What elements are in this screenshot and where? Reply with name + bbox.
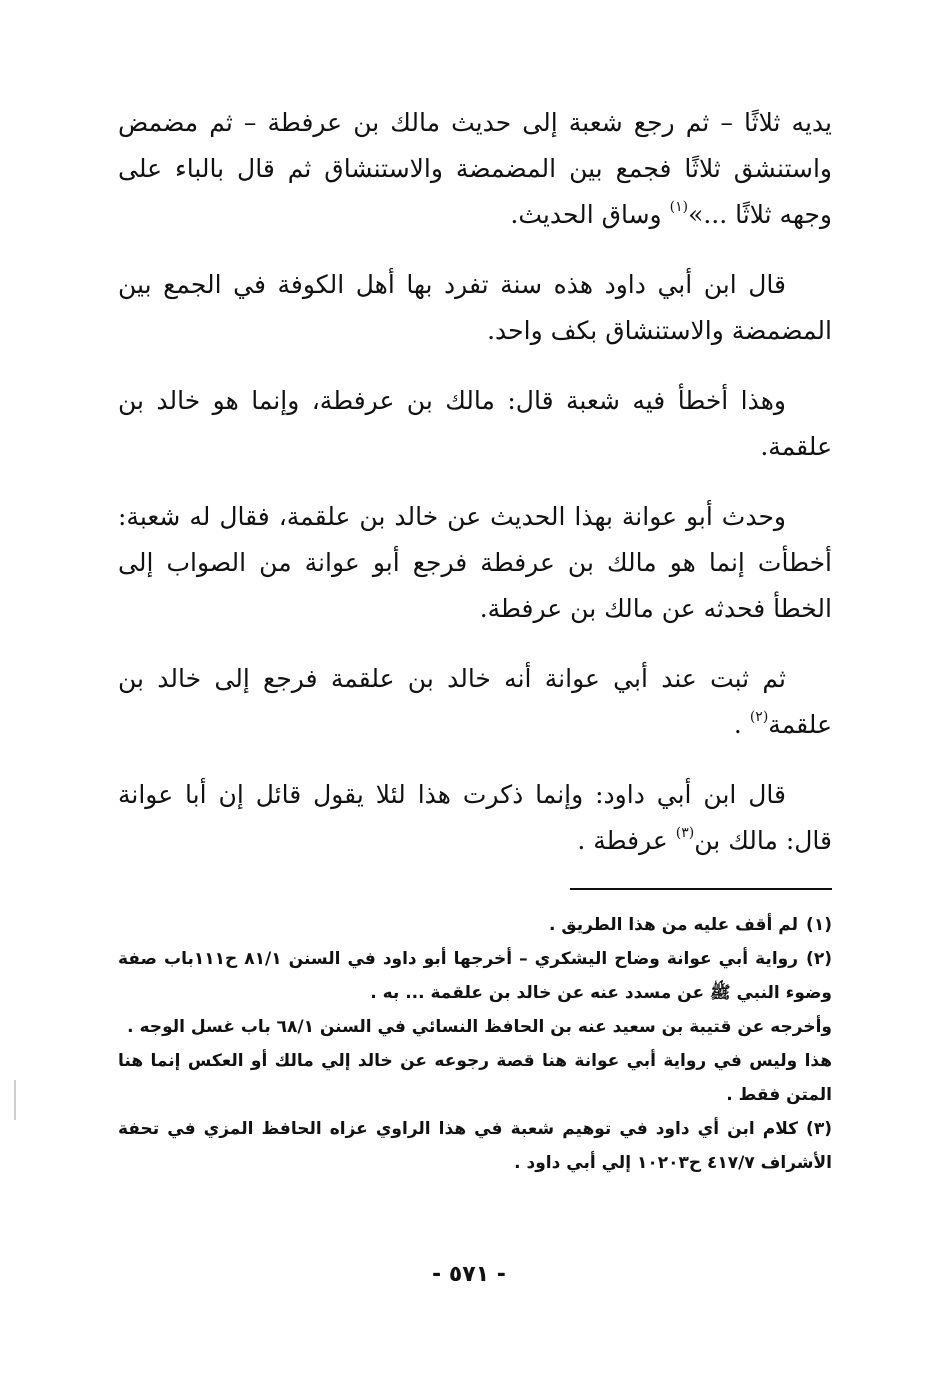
paragraph-1 bbox=[118, 100, 832, 238]
footnote-ref-3[interactable]: (٣) bbox=[675, 825, 695, 841]
footnote-2-text: رواية أبي عوانة وضاح اليشكري – أخرجها أبو داود في السنن ٨١/١ ح١١١باب صفة وضوء النبي ﷺ عن مسدد عنه عن خالد بن علقمة ... به . bbox=[118, 949, 832, 1003]
scan-edge-mark bbox=[14, 1080, 16, 1120]
paragraph-6-text: قال ابن أبي داود: وإنما ذكرت هذا لئلا يقول قائل إن أبا عوانة قال: مالك بن bbox=[118, 780, 832, 855]
page-content bbox=[118, 100, 832, 1180]
paragraph-1-text: يديه ثلاثًا – ثم رجع شعبة إلى حديث مالك بن عرفطة – ثم مضمض واستنشق ثلاثًا فجمع بين المضمضة والاستنشاق ثم قال بالباء على وجهه ثلاثًا ...» bbox=[118, 108, 832, 229]
paragraph-4: وحدث أبو عوانة بهذا الحديث عن خالد بن علقمة، فقال له شعبة: أخطأت إنما هو مالك بن عرفطة فرجع أبو عوانة من الصواب إلى الخطأ فحدثه عن مالك بن عرفطة. bbox=[118, 502, 832, 623]
footnote-3-number: (٣) bbox=[806, 1119, 832, 1139]
paragraph-5 bbox=[118, 656, 832, 748]
paragraph-2: قال ابن أبي داود هذه سنة تفرد بها أهل الكوفة في الجمع بين المضمضة والاستنشاق بكف واحد. bbox=[118, 270, 832, 345]
footnote-ref-2[interactable]: (٢) bbox=[749, 709, 769, 725]
paragraph-6-tail: عرفطة . bbox=[577, 826, 676, 855]
paragraph-1-tail: وساق الحديث. bbox=[510, 200, 670, 229]
paragraph-5-tail: . bbox=[733, 710, 750, 739]
footnotes bbox=[118, 908, 832, 1180]
footnote-2-continuation-1: وأخرجه عن قتيبة بن سعيد عنه بن الحافظ النسائي في السنن ٦٨/١ باب غسل الوجه . bbox=[127, 1017, 832, 1037]
paragraph-6 bbox=[118, 772, 832, 864]
page-number: - ٥٧١ - bbox=[432, 1262, 506, 1287]
footnote-3 bbox=[118, 1112, 832, 1180]
footnote-2 bbox=[118, 942, 832, 1010]
footnote-1 bbox=[118, 908, 832, 942]
paragraph-5-text: ثم ثبت عند أبي عوانة أنه خالد بن علقمة فرجع إلى خالد بن علقمة bbox=[118, 664, 832, 739]
footnote-1-number: (١) bbox=[806, 915, 832, 935]
footnote-1-text: لم أقف عليه من هذا الطريق . bbox=[549, 915, 798, 935]
footnote-2-number: (٢) bbox=[806, 949, 832, 969]
footnote-2-continuation-2: هذا وليس في رواية أبي عوانة هنا قصة رجوعه عن خالد إلي مالك أو العكس إنما هنا المتن فقط . bbox=[118, 1051, 832, 1105]
footnote-ref-1[interactable]: (١) bbox=[669, 199, 689, 215]
footnote-separator bbox=[570, 888, 832, 890]
paragraph-3: وهذا أخطأ فيه شعبة قال: مالك بن عرفطة، وإنما هو خالد بن علقمة. bbox=[118, 386, 832, 461]
footnote-3-text: كلام ابن أي داود في توهيم شعبة في هذا الراوي عزاه الحافظ المزي في تحفة الأشراف ٤١٧/٧ ح١٠٢٠٣ إلي أبي داود . bbox=[118, 1119, 832, 1173]
